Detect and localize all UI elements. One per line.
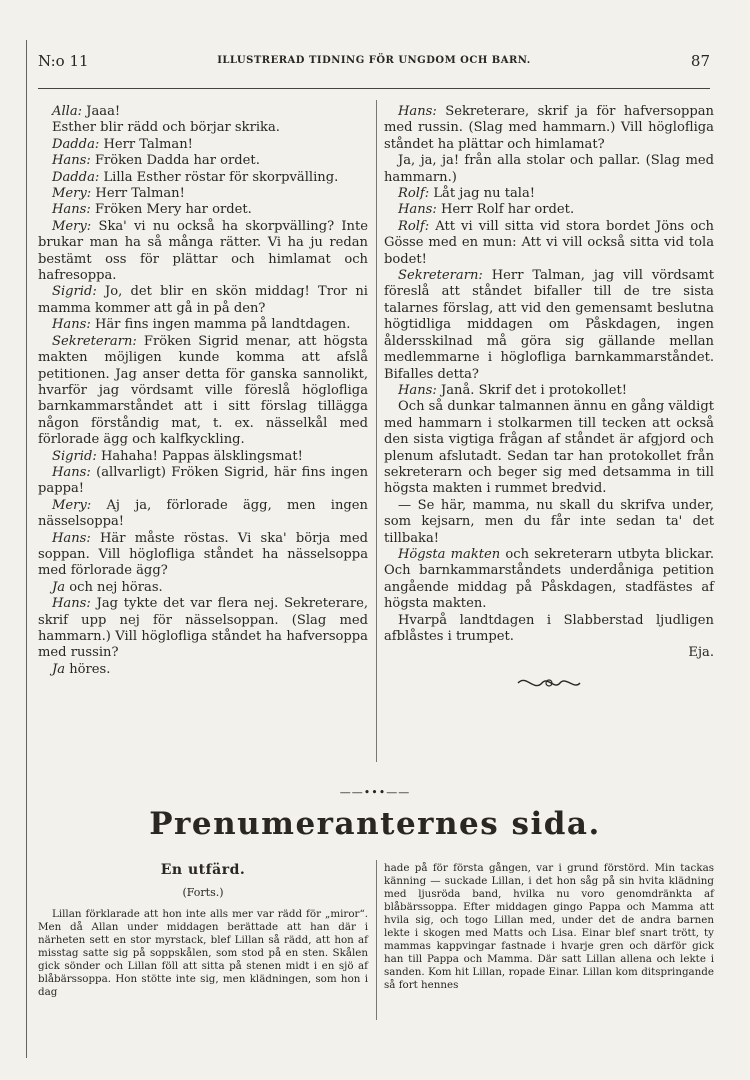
paragraph-text: Fröken Sigrid menar, att högsta makten möjligen kunde komma att afslå petitionen. Jag anser detta för ganska sannolikt, hvarför jag vördsamt ville föreslå höglofliga barnkammarståndet att i sitt förslag tillägga någon förståndig mat, t. ex. nässelkål med förlorade ägg och kalfkyckling. [38,333,368,448]
paragraph-text: Här fins ingen mamma på landtdagen. [90,317,351,333]
speaker-label: Hans: [52,202,91,218]
paragraph-text: Herr Talman, jag vill vördsamt föreslå att ståndet bifaller till de tre sista talarnes förslag, att vid den gemensamt beslutna högtidliga middagen om Påskdagen, ingen åldersskilnad må göra sig gällande mellan medlemmarne i höglofliga barnkammarståndet. Bifalles detta? [384,268,714,382]
paragraph [384,547,714,613]
publication-title: ILLUSTRERAD TIDNING FÖR UNGDOM OCH BARN. [217,55,531,66]
speaker-label: Hans: [52,153,91,169]
paragraph [38,334,368,449]
paragraph [38,596,368,662]
paragraph [38,219,368,285]
flourish-ornament [384,672,714,696]
header-rule [38,88,710,89]
paragraph [38,449,368,465]
paragraph-text: Fröken Mery har ordet. [90,202,252,218]
left-text-column [38,104,368,678]
paragraph [384,613,714,646]
paragraph-text: Och så dunkar talmannen ännu en gång väldigt med hammarn i stolkarmen till tecken att också den sista vigtiga frågan af ståndet är afgjord och plenum afslutadt. Sedan tar han protokollet från sekreterarn och beger sig med detsamma in till högsta makten i rummet bredvid. [384,399,714,497]
paragraph [38,137,368,153]
paragraph-text: Jag tykte det var flera nej. Sekreterare, skrif upp nej för nässelsoppan. (Slag med hammarn.) Vill höglofliga ståndet ha hafversoppa med russin? [38,596,368,661]
issue-number: N:o 11 [38,52,89,70]
paragraph-text: Esther blir rädd och börjar skrika. [52,120,280,136]
speaker-label: Ja [52,579,66,595]
speaker-label: Hans: [398,104,437,119]
paragraph [38,202,368,218]
ornamental-divider: ——•••—— [339,786,411,799]
speaker-label: Ja [52,661,66,677]
running-header [38,52,710,80]
speaker-label: Hans: [52,596,91,612]
paragraph-text: Janå. Skrif det i protokollet! [436,382,627,398]
paragraph [384,186,714,202]
speaker-label: Sekreterarn: [52,333,137,349]
left-margin-rule [26,40,27,1058]
paragraph-text: Fröken Dadda har ordet. [90,153,260,169]
paragraph [38,498,368,531]
paragraph [38,153,368,169]
paragraph [38,104,368,120]
signature: Eja. [688,645,714,661]
column-divider [376,100,377,762]
paragraph-text: Hahaha! Pappas älsklingsmat! [96,448,303,464]
paragraph [38,284,368,317]
speaker-label: Rolf: [398,186,430,202]
paragraph [38,317,368,333]
paragraph [384,104,714,153]
speaker-label: Hans: [398,382,437,398]
speaker-label: Hans: [52,317,91,333]
paragraph-text: — Se här, mamma, nu skall du skrifva under, som kejsarn, men du får inte sedan ta' det tillbaka! [384,497,714,546]
speaker-label: Rolf: [398,218,430,234]
paragraph [384,153,714,186]
paragraph-text: Låt jag nu tala! [429,186,536,202]
right-text-column [384,104,714,696]
paragraph-text: Sekreterare, skrif ja för hafversoppan med russin. (Slag med hammarn.) Vill höglofliga ståndet ha plättar och himlamat? [384,104,714,152]
paragraph-text: Herr Talman! [91,186,185,202]
speaker-label: Sekreterarn: [398,268,483,284]
section-title: Prenumeranternes sida. [149,806,601,842]
speaker-label: Högsta makten [398,546,501,562]
paragraph [384,399,714,497]
paragraph-text: Ska' vi nu också ha skorpvälling? Inte brukar man ha så många rätter. Vi ha ju redan bestämt oss för plättar och himlamat och hafresoppa. [38,218,368,284]
paragraph [38,662,368,678]
paragraph-text: Här måste röstas. Vi ska' börja med soppan. Vill höglofliga ståndet ha nässelsoppa med förlorade ägg? [38,530,368,579]
speaker-label: Hans: [398,202,437,218]
paragraph [38,170,368,186]
paragraph [384,219,714,268]
paragraph-text: Lilla Esther röstar för skorpvälling. [99,169,339,185]
paragraph-text: Aj ja, förlorade ägg, men ingen nässelsoppa! [38,497,368,530]
story-right-text: hade på för första gången, var i grund förstörd. Min tackas känning — suckade Lillan, i det hon såg på sin hvita klädning med ljusröda band, hvilka nu voro genomdränkta af blåbärssoppa. Efter middagen gingo Pappa och Mamma att hvila sig, och togo Lillan med, under det de andra barnen lekte i skogen med Matts och Lisa. Einar blef snart trött, ty mammas kappvingar fastnade i hvarje gren och därför gick han till Pappa och Mamma. Där satt Lillan allena och lekte i sanden. Kom hit Lillan, ropade Einar. Lillan kom ditspringande så fort hennes [384,862,714,991]
paragraph-text: och nej höras. [65,579,163,595]
speaker-label: Dadda: [52,169,100,185]
story-left-text: Lillan förklarade att hon inte alls mer var rädd för „miror“. Men då Allan under middagen berättade att han där i närheten sett en stor myrstack, blef Lillan så rädd, att hon af misstag satte sig på soppskålen, som stod på en sten. Skålen gick sönder och Lillan föll att sitta på stenen midt i en sjö af blåbärssoppa. Hon stötte inte sig, men klädningen, som hon i dag [38,908,368,998]
page-number: 87 [690,52,710,70]
speaker-label: Hans: [52,464,91,480]
speaker-label: Mery: [52,218,92,234]
paragraph [38,186,368,202]
paragraph-text: Jo, det blir en skön middag! Tror ni mamma kommer att gå in på den? [38,284,368,316]
speaker-label: Sigrid: [52,448,97,464]
paragraph [384,498,714,547]
paragraph-text: Att vi vill sitta vid stora bordet Jöns och Gösse med en mun: Att vi vill också sitta vid tola bodet! [384,218,714,267]
paragraph [38,120,368,136]
paragraph-text: höres. [65,661,111,677]
speaker-label: Mery: [52,186,92,202]
speaker-label: Hans: [52,530,91,546]
paragraph-text: och sekreterarn utbyta blickar. Och barnkammarståndets underdåniga petition angående middag på Påskdagen, stadfästes af högsta makten. [384,546,714,612]
paragraph [384,202,714,218]
story-column-divider [376,860,377,1020]
paragraph [384,383,714,399]
paragraph [38,531,368,580]
speaker-label: Dadda: [52,136,100,152]
paragraph-text: Jaaa! [82,104,121,119]
paragraph [384,268,714,383]
speaker-label: Alla: [52,104,83,119]
paragraph [38,465,368,498]
story-subtitle: (Forts.) [182,886,224,899]
paragraph-text: Ja, ja, ja! från alla stolar och pallar. (Slag med hammarn.) [384,153,714,185]
paragraph-text: Herr Talman! [99,136,193,152]
paragraph-text: Hvarpå landtdagen i Slabberstad ljudligen afblåstes i trumpet. [384,612,714,644]
speaker-label: Mery: [52,497,92,513]
paragraph-text: (allvarligt) Fröken Sigrid, här fins ingen pappa! [38,464,368,497]
paragraph-text: Herr Rolf har ordet. [436,202,575,218]
speaker-label: Sigrid: [52,284,97,300]
story-title: En utfärd. [160,862,246,878]
paragraph [38,580,368,596]
